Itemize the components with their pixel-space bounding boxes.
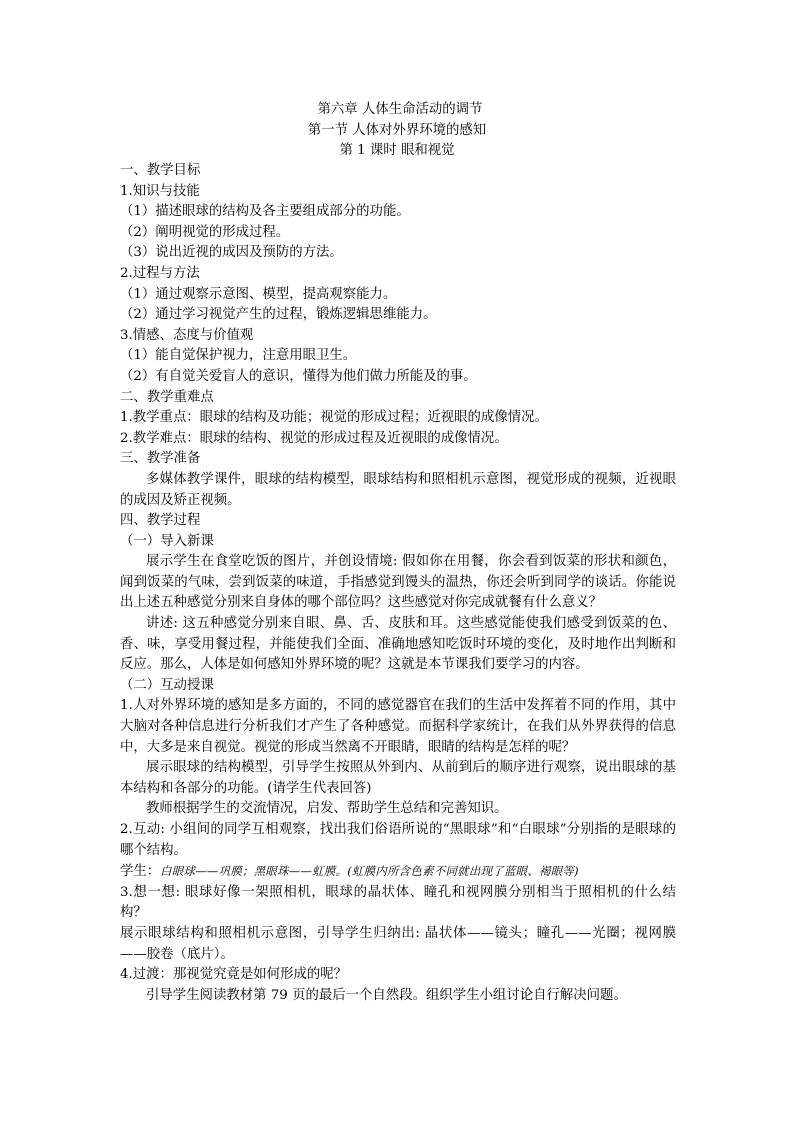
- heading-process: 四、教学过程: [120, 513, 201, 529]
- subheading-knowledge: 1.知识与技能: [120, 183, 200, 199]
- student-label: 学生：: [120, 864, 161, 880]
- list-item: （2）阐明视觉的形成过程。: [120, 224, 290, 240]
- document-body: [120, 161, 676, 1006]
- section-title: 第一节 人体对外界环境的感知: [307, 122, 487, 138]
- subheading-intro: （一）导入新课: [120, 533, 214, 549]
- preparation-paragraph: 多媒体教学课件，眼球的结构模型，眼球结构和照相机示意图，视觉形成的视频，近视眼的成因及矫正视频。: [120, 471, 676, 508]
- list-item: （2）通过学习视觉产生的过程，锻炼逻辑思维能力。: [120, 307, 437, 323]
- paragraph: 1.人对外界环境的感知是多方面的，不同的感觉器官在我们的生活中发挥着不同的作用，其中大脑对各种信息进行分析我们才产生了各种感觉。而据科学家统计，在我们从外界获得的信息中，大多是来自视觉。视觉的形成当然离不开眼睛，眼睛的结构是怎样的呢？: [120, 698, 676, 755]
- heading-preparation: 三、教学准备: [120, 451, 201, 467]
- key-point: 1.教学重点：眼球的结构及功能；视觉的形成过程；近视眼的成像情况。: [120, 410, 548, 426]
- paragraph: 展示学生在食堂吃饭的图片，并创设情境: 假如你在用餐，你会看到饭菜的形状和颜色，闻到饭菜的气味，尝到饭菜的味道，手指感觉到馒头的温热，你还会听到同学的谈话。你能说出上述五种感觉分别来自身体的哪个部位吗？这些感觉对你完成就餐有什么意义？: [120, 554, 676, 611]
- list-item: （1）描述眼球的结构及各主要组成部分的功能。: [120, 204, 410, 220]
- paragraph: 3.想一想: 眼球好像一架照相机，眼球的晶状体、瞳孔和视网膜分别相当于照相机的什么结构？: [120, 884, 676, 921]
- difficult-point: 2.教学难点：眼球的结构、视觉的形成过程及近视眼的成像情况。: [120, 430, 508, 446]
- list-item: （1）能自觉保护视力，注意用眼卫生。: [120, 348, 357, 364]
- paragraph: 教师根据学生的交流情况，启发、帮助学生总结和完善知识。: [146, 801, 508, 817]
- list-item: （2）有自觉关爱盲人的意识，懂得为他们做力所能及的事。: [120, 368, 477, 384]
- title-block: [0, 100, 794, 162]
- paragraph: 讲述: 这五种感觉分别来自眼、鼻、舌、皮肤和耳。这些感觉能使我们感受到饭菜的色、香、味，享受用餐过程，并能使我们全面、准确地感知吃饭时环境的变化，及时地作出判断和反应。那么，人体是如何感知外界环境的呢？这就是本节课我们要学习的内容。: [120, 616, 676, 673]
- list-item: （3）说出近视的成因及预防的方法。: [120, 245, 343, 261]
- chapter-title: 第六章 人体生命活动的调节: [317, 102, 483, 117]
- subheading-attitude: 3.情感、态度与价值观: [120, 327, 254, 343]
- paragraph: 引导学生阅读教材第 79 页的最后一个自然段。组织学生小组讨论自行解决问题。: [146, 987, 627, 1003]
- paragraph: 4.过渡：那视觉究竟是如何形成的呢？: [120, 967, 348, 983]
- student-answer: [120, 861, 676, 883]
- paragraph: 展示眼球结构和照相机示意图，引导学生归纳出: 晶状体——镜头；瞳孔——光圈；视网膜——胶卷（底片）。: [120, 925, 676, 962]
- student-answer-text: 白眼球——巩膜；黑眼珠——虹膜。(虹膜内所含色素不同就出现了蓝眼、褐眼等): [160, 864, 579, 879]
- paragraph: 展示眼球的结构模型，引导学生按照从外到内、从前到后的顺序进行观察，说出眼球的基本结构和各部分的功能。(请学生代表回答): [120, 760, 676, 796]
- paragraph: 2.互动: 小组间的同学互相观察，找出我们俗语所说的“黑眼球”和“白眼球”分别指的是眼球的哪个结构。: [120, 822, 676, 858]
- heading-key-points: 二、教学重难点: [120, 389, 214, 405]
- heading-objectives: 一、教学目标: [120, 163, 201, 178]
- list-item: （1）通过观察示意图、模型，提高观察能力。: [120, 286, 397, 302]
- subheading-interactive: （二）互动授课: [120, 677, 214, 693]
- lesson-title: 第 1 课时 眼和视觉: [339, 143, 455, 158]
- subheading-process: 2.过程与方法: [120, 265, 200, 281]
